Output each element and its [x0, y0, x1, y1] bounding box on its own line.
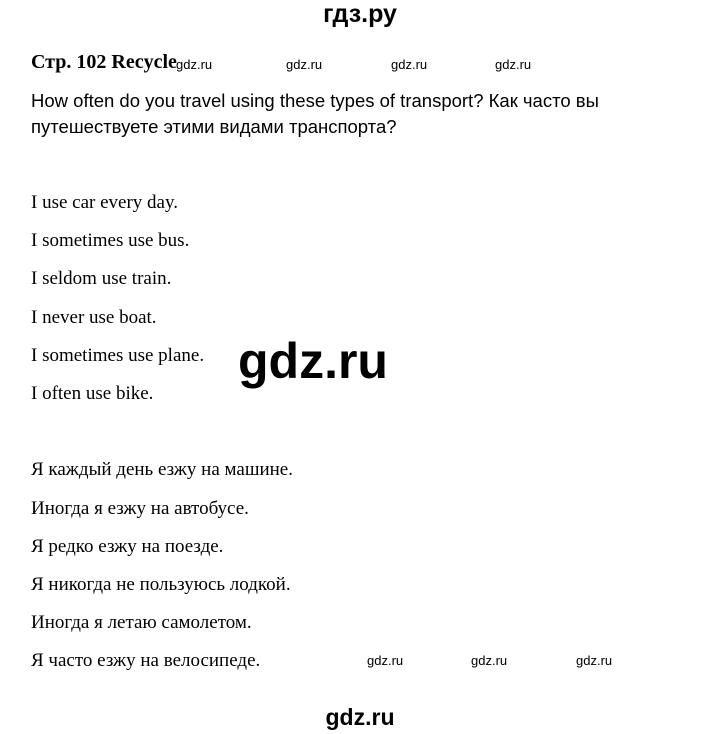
english-line: I often use bike.: [31, 383, 154, 404]
question-text: How often do you travel using these types of transport? Как часто вы путешествуете этими видами транспорта?: [31, 90, 599, 137]
russian-line: Я редко езжу на поезде.: [31, 536, 224, 557]
watermark-small: gdz.ru: [176, 57, 213, 72]
english-line: I seldom use train.: [31, 268, 172, 289]
russian-line: Иногда я летаю самолетом.: [31, 612, 252, 633]
english-line: I never use boat.: [31, 307, 157, 328]
page-title: Стр. 102 Recycle: [31, 51, 177, 73]
footer-watermark: gdz.ru: [325, 704, 395, 730]
header-watermark: гдз.ру: [323, 0, 397, 28]
russian-line: Я часто езжу на велосипеде.: [31, 650, 261, 671]
watermark-small: gdz.ru: [471, 653, 508, 668]
english-line: I sometimes use plane.: [31, 345, 205, 366]
russian-line: Иногда я езжу на автобусе.: [31, 498, 249, 519]
watermark-small: gdz.ru: [367, 653, 404, 668]
russian-line: Я никогда не пользуюсь лодкой.: [31, 574, 291, 595]
watermark-small: gdz.ru: [576, 653, 613, 668]
watermark-small: gdz.ru: [286, 57, 323, 72]
watermark-large: gdz.ru: [238, 333, 388, 389]
russian-line: Я каждый день езжу на машине.: [31, 459, 293, 480]
english-line: I sometimes use bus.: [31, 230, 190, 251]
watermark-small: gdz.ru: [495, 57, 532, 72]
english-line: I use car every day.: [31, 192, 178, 213]
watermark-small: gdz.ru: [391, 57, 428, 72]
